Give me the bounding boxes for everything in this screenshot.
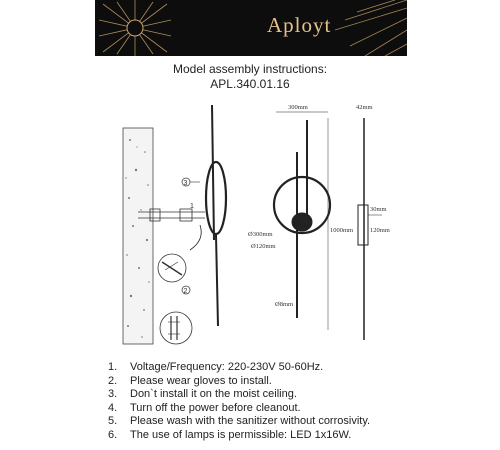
callout-2: 2 bbox=[183, 288, 188, 295]
dim-height: 1000mm bbox=[330, 227, 354, 234]
list-item bbox=[108, 388, 370, 402]
dim-width-top: 300mm bbox=[288, 104, 308, 111]
dim-bracket-height: 120mm bbox=[370, 227, 390, 234]
list-item bbox=[108, 415, 370, 429]
callout-3: 3 bbox=[183, 180, 188, 187]
item-text: Please wear gloves to install. bbox=[130, 374, 272, 387]
item-text: Turn off the power before cleanout. bbox=[130, 401, 301, 414]
list-item bbox=[108, 402, 370, 416]
lamp-perspective-view bbox=[190, 105, 226, 326]
wall-panel bbox=[123, 128, 153, 344]
lamp-front-view bbox=[274, 112, 330, 318]
item-number: 4. bbox=[108, 401, 118, 414]
callout-1: 1 bbox=[190, 203, 194, 210]
item-text: The use of lamps is permissible: LED 1x16W. bbox=[130, 428, 352, 441]
item-number: 3. bbox=[108, 388, 118, 400]
item-text: Voltage/Frequency: 220-230V 50-60Hz. bbox=[130, 361, 324, 373]
connector-detail bbox=[160, 312, 192, 344]
dim-ring-diameter: Ø300mm bbox=[248, 231, 273, 238]
callout-markers bbox=[182, 178, 200, 295]
item-number: 5. bbox=[108, 415, 118, 427]
instructions-list bbox=[108, 361, 370, 442]
item-number: 2. bbox=[108, 374, 118, 387]
item-text: Don`t install it on the moist ceiling. bbox=[130, 388, 297, 400]
dim-depth-top: 42mm bbox=[356, 104, 373, 111]
brand-logo-text: Aployt bbox=[267, 13, 332, 37]
item-number: 1. bbox=[108, 361, 118, 373]
page-title: Model assembly instructions: bbox=[172, 62, 328, 76]
item-number: 6. bbox=[108, 428, 118, 441]
list-item bbox=[108, 375, 370, 389]
dim-bracket-depth: 30mm bbox=[370, 206, 387, 213]
dim-inner-diameter: Ø120mm bbox=[251, 243, 276, 250]
item-text: Please wash with the sanitizer without corrosivity. bbox=[130, 415, 371, 427]
list-item bbox=[108, 361, 370, 375]
list-item bbox=[108, 429, 370, 443]
model-code: APL.340.01.16 bbox=[210, 77, 290, 91]
detail-zoom-circle bbox=[158, 254, 186, 282]
dim-rod-diameter: Ø8mm bbox=[275, 301, 294, 308]
